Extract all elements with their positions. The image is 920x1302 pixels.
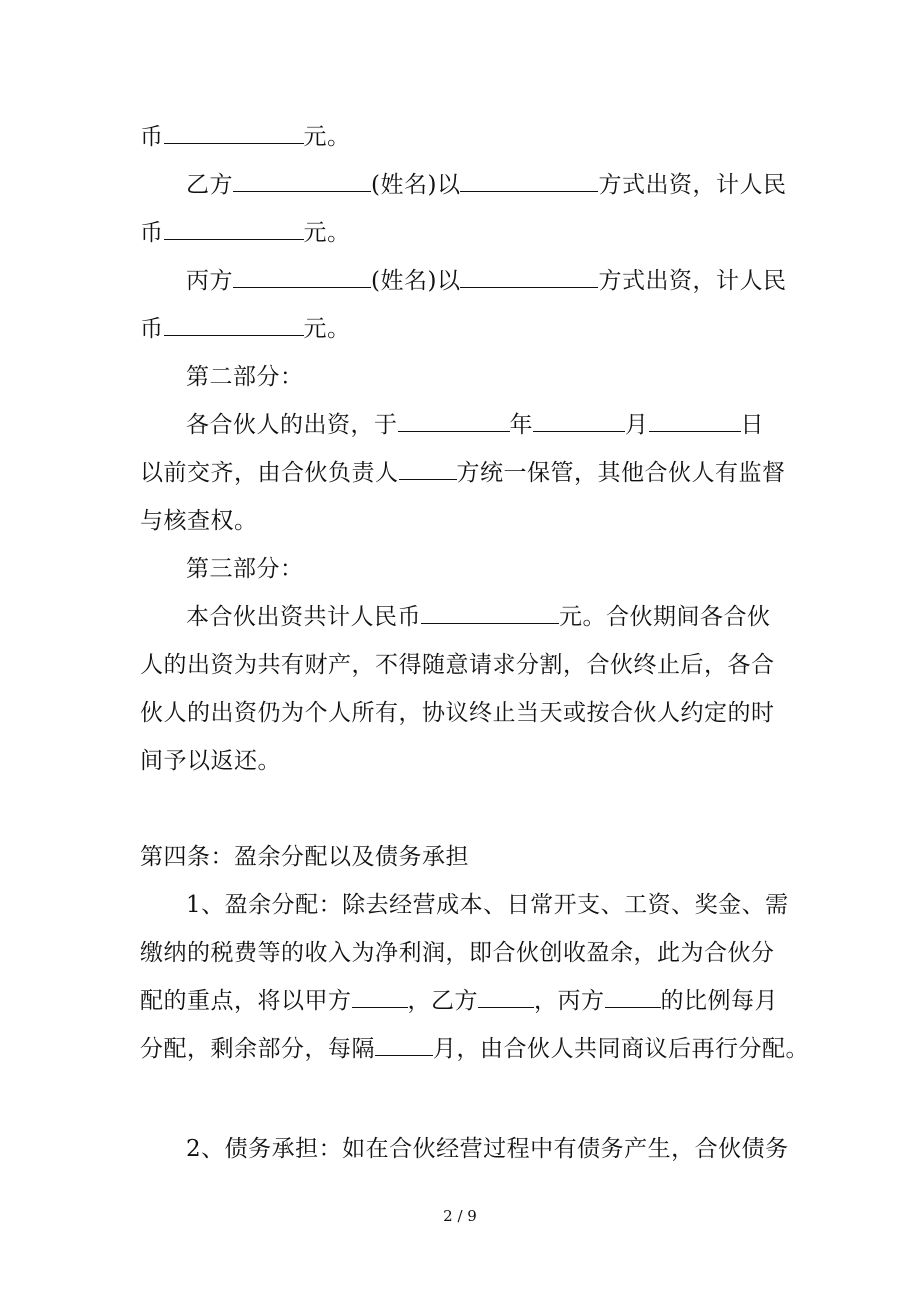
text: 以前交齐，由合伙负责人 <box>140 460 399 486</box>
section-heading <box>186 362 304 392</box>
paragraph-line <box>186 602 771 632</box>
blank-field <box>478 988 534 1008</box>
page-number: 2 / 9 <box>443 1207 477 1225</box>
paragraph-line <box>186 170 786 200</box>
text: 元。 <box>303 124 351 150</box>
text: 月 <box>625 412 649 438</box>
text: 缴纳的税费等的收入为净利润，即合伙创收盈余，此为合伙分 <box>140 940 775 966</box>
article-heading <box>140 842 469 872</box>
blank-field <box>605 988 661 1008</box>
text: 第四条：盈余分配以及债务承担 <box>140 844 469 870</box>
text: 的比例每月 <box>660 988 778 1014</box>
text: 年 <box>509 412 533 438</box>
text: 元。 <box>303 316 351 342</box>
paragraph-line <box>140 506 258 536</box>
paragraph-line <box>140 458 786 488</box>
text: 币 <box>140 316 164 342</box>
blank-field <box>164 124 304 144</box>
text: 与核查权。 <box>140 508 258 534</box>
text: 乙方 <box>186 172 233 198</box>
text: 方式出资，计人民 <box>598 268 787 294</box>
text: 方式出资，计人民 <box>598 172 787 198</box>
blank-field <box>460 268 598 288</box>
text: 币 <box>140 124 164 150</box>
text: 本合伙出资共计人民币 <box>186 604 421 630</box>
paragraph-line <box>140 650 775 680</box>
paragraph-line <box>140 938 775 968</box>
text: 第二部分： <box>186 364 304 390</box>
text: 丙方 <box>186 268 233 294</box>
text: 币 <box>140 220 164 246</box>
text: 伙人的出资仍为个人所有，协议终止当天或按合伙人约定的时 <box>140 700 775 726</box>
blank-field <box>460 172 598 192</box>
blank-field <box>233 268 371 288</box>
blank-field <box>398 412 510 432</box>
paragraph-line <box>140 698 775 728</box>
text: 元。合伙期间各合伙 <box>559 604 771 630</box>
text: 1、盈余分配：除去经营成本、日常开支、工资、奖金、需 <box>186 892 789 918</box>
text: 元。 <box>303 220 351 246</box>
paragraph-line <box>140 218 351 248</box>
blank-field <box>375 1036 433 1056</box>
text: 各合伙人的出资，于 <box>186 412 398 438</box>
paragraph-line <box>140 986 778 1016</box>
paragraph-line <box>140 746 281 776</box>
blank-field <box>233 172 371 192</box>
text: 方统一保管，其他合伙人有监督 <box>456 460 786 486</box>
blank-field <box>164 220 304 240</box>
text: 月，由合伙人共同商议后再行分配。 <box>433 1036 809 1062</box>
paragraph-line <box>186 266 786 296</box>
section-heading <box>186 554 304 584</box>
text: 人的出资为共有财产，不得随意请求分割，合伙终止后，各合 <box>140 652 775 678</box>
text: ，乙方 <box>407 988 478 1014</box>
paragraph-line <box>186 1134 789 1164</box>
text: 第三部分： <box>186 556 304 582</box>
text: ，丙方 <box>534 988 605 1014</box>
blank-field <box>533 412 625 432</box>
paragraph-line <box>186 410 764 440</box>
text: 配的重点，将以甲方 <box>140 988 352 1014</box>
paragraph-line <box>186 890 789 920</box>
text: 2、债务承担：如在合伙经营过程中有债务产生，合伙债务 <box>186 1136 789 1162</box>
blank-field <box>649 412 741 432</box>
text: 分配，剩余部分，每隔 <box>140 1036 375 1062</box>
blank-field <box>352 988 408 1008</box>
text: 间予以返还。 <box>140 748 281 774</box>
paragraph-line <box>140 314 351 344</box>
text: 日 <box>740 412 764 438</box>
blank-field <box>164 316 304 336</box>
text: (姓名)以 <box>371 268 461 294</box>
paragraph-line <box>140 122 351 152</box>
blank-field <box>399 460 457 480</box>
text: (姓名)以 <box>371 172 461 198</box>
blank-field <box>421 604 559 624</box>
paragraph-line <box>140 1034 809 1064</box>
